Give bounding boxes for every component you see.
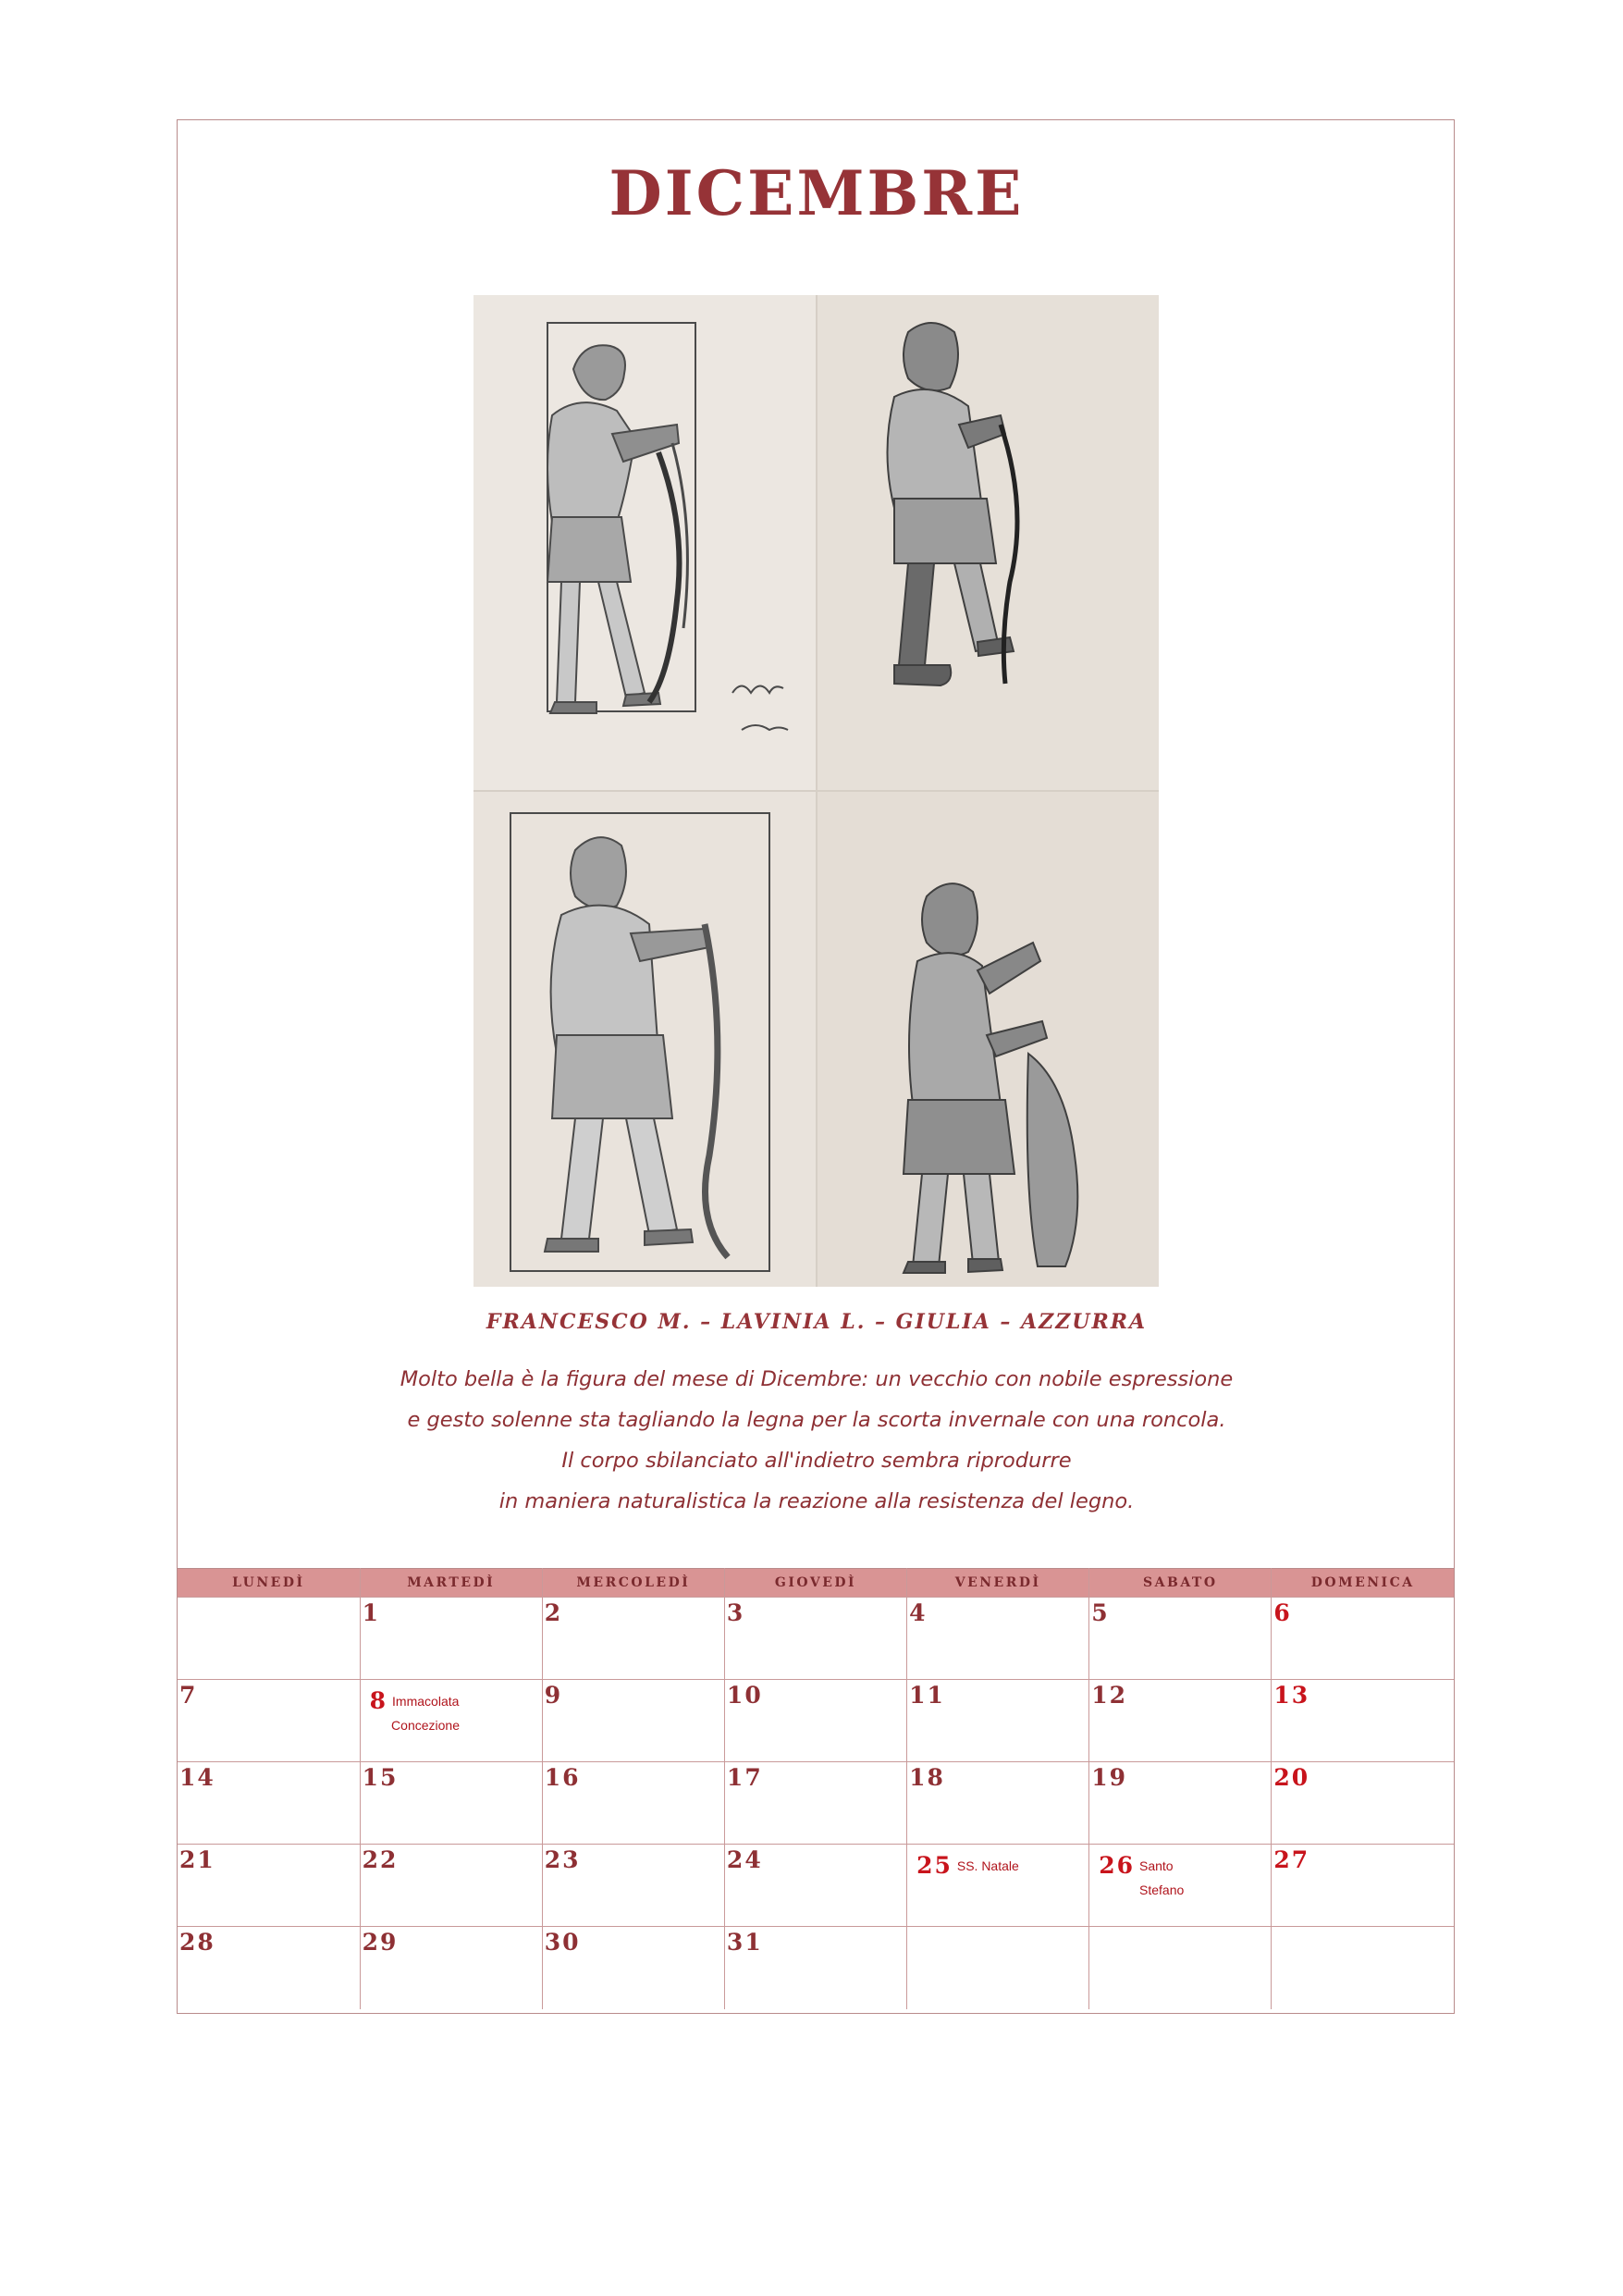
day-cell xyxy=(907,1598,1089,1680)
authors-caption: FRANCESCO M. – LAVINIA L. – GIULIA – AZZURRA xyxy=(486,1310,1148,1334)
day-cell xyxy=(724,1845,906,1927)
day-cell xyxy=(542,1598,724,1680)
day-cell xyxy=(1089,1762,1272,1845)
day-cell xyxy=(178,1762,360,1845)
day-number: 9 xyxy=(544,1682,563,1709)
day-cell-holiday xyxy=(907,1845,1089,1927)
holiday-label-line: Concezione xyxy=(391,1718,460,1733)
day-cell xyxy=(542,1927,724,2009)
day-number: 5 xyxy=(1091,1599,1110,1626)
month-title: DICEMBRE xyxy=(609,157,1025,229)
description-line: Molto bella è la figura del mese di Dicembre: un vecchio con nobile espressione xyxy=(400,1367,1234,1391)
day-cell-empty xyxy=(1272,1927,1454,2009)
holiday-label xyxy=(392,1689,475,1737)
day-cell xyxy=(178,1845,360,1927)
week-row xyxy=(178,1927,1454,2009)
day-cell xyxy=(178,1680,360,1762)
day-cell xyxy=(360,1927,542,2009)
day-number: 17 xyxy=(726,1764,763,1791)
weekday-header: LUNEDÌ xyxy=(178,1569,360,1598)
weekday-header: VENERDÌ xyxy=(907,1569,1089,1598)
holiday-label xyxy=(1139,1854,1223,1902)
weekday-header-row xyxy=(178,1569,1454,1598)
holiday-label-line: Santo xyxy=(1139,1858,1174,1873)
weekday-header: DOMENICA xyxy=(1272,1569,1454,1598)
day-number: 2 xyxy=(544,1599,563,1626)
day-cell-sunday xyxy=(1272,1762,1454,1845)
day-number: 6 xyxy=(1273,1599,1292,1626)
week-row xyxy=(178,1680,1454,1762)
description-line: in maniera naturalistica la reazione alla resistenza del legno. xyxy=(498,1489,1135,1513)
day-number: 27 xyxy=(1273,1846,1310,1873)
day-cell-holiday xyxy=(1089,1845,1272,1927)
day-number: 1 xyxy=(362,1599,381,1626)
day-number: 23 xyxy=(544,1846,581,1873)
day-number: 30 xyxy=(544,1929,581,1956)
day-number: 4 xyxy=(909,1599,928,1626)
week-row xyxy=(178,1845,1454,1927)
day-cell xyxy=(724,1762,906,1845)
day-cell xyxy=(360,1598,542,1680)
day-cell-empty xyxy=(1089,1927,1272,2009)
holiday-label-line: SS. Natale xyxy=(956,1858,1019,1873)
day-cell xyxy=(907,1680,1089,1762)
day-number: 7 xyxy=(179,1682,198,1709)
day-number: 18 xyxy=(909,1764,945,1791)
day-cell-sunday xyxy=(1272,1680,1454,1762)
weekday-header: MARTEDÌ xyxy=(360,1569,542,1598)
day-cell xyxy=(178,1927,360,2009)
day-cell-empty xyxy=(907,1927,1089,2009)
day-number: 24 xyxy=(726,1846,763,1873)
day-cell xyxy=(360,1762,542,1845)
day-number: 26 xyxy=(1099,1852,1135,1879)
day-number: 8 xyxy=(369,1687,388,1714)
day-number: 25 xyxy=(916,1852,953,1879)
day-number: 29 xyxy=(362,1929,399,1956)
week-row xyxy=(178,1762,1454,1845)
day-cell xyxy=(724,1927,906,2009)
day-cell-sunday xyxy=(1272,1845,1454,1927)
day-cell xyxy=(907,1762,1089,1845)
week-row xyxy=(178,1598,1454,1680)
day-number: 10 xyxy=(726,1682,763,1709)
day-number: 20 xyxy=(1273,1764,1310,1791)
holiday-label-line: Stefano xyxy=(1139,1882,1185,1897)
weekday-header: SABATO xyxy=(1089,1569,1272,1598)
day-cell xyxy=(724,1598,906,1680)
day-cell xyxy=(1089,1598,1272,1680)
holiday-label-line: Immacolata xyxy=(392,1694,460,1709)
day-cell xyxy=(542,1680,724,1762)
day-cell-sunday xyxy=(1272,1598,1454,1680)
day-number: 13 xyxy=(1273,1682,1310,1709)
day-number: 16 xyxy=(544,1764,581,1791)
day-number: 21 xyxy=(179,1846,215,1873)
day-number: 28 xyxy=(179,1929,215,1956)
day-number: 31 xyxy=(726,1929,763,1956)
day-number: 12 xyxy=(1091,1682,1127,1709)
calendar-page-frame xyxy=(177,119,1455,2014)
weekday-header: GIOVEDÌ xyxy=(724,1569,906,1598)
day-cell-holiday xyxy=(360,1680,542,1762)
description-line: e gesto solenne sta tagliando la legna per la scorta invernale con una roncola. xyxy=(407,1408,1226,1432)
day-number: 19 xyxy=(1091,1764,1127,1791)
holiday-label xyxy=(957,1854,1040,1878)
day-number: 11 xyxy=(909,1682,945,1709)
pencil-drawings-image xyxy=(473,295,1159,1287)
day-number: 22 xyxy=(362,1846,399,1873)
month-description xyxy=(178,1359,1456,1522)
month-calendar-grid xyxy=(178,1568,1454,2009)
description-line: Il corpo sbilanciato all'indietro sembra riprodurre xyxy=(561,1449,1072,1473)
day-cell xyxy=(542,1845,724,1927)
day-cell xyxy=(542,1762,724,1845)
day-cell-empty xyxy=(178,1598,360,1680)
weekday-header: MERCOLEDÌ xyxy=(542,1569,724,1598)
day-number: 15 xyxy=(362,1764,399,1791)
day-cell xyxy=(724,1680,906,1762)
day-number: 14 xyxy=(179,1764,215,1791)
day-cell xyxy=(360,1845,542,1927)
day-cell xyxy=(1089,1680,1272,1762)
day-number: 3 xyxy=(726,1599,745,1626)
